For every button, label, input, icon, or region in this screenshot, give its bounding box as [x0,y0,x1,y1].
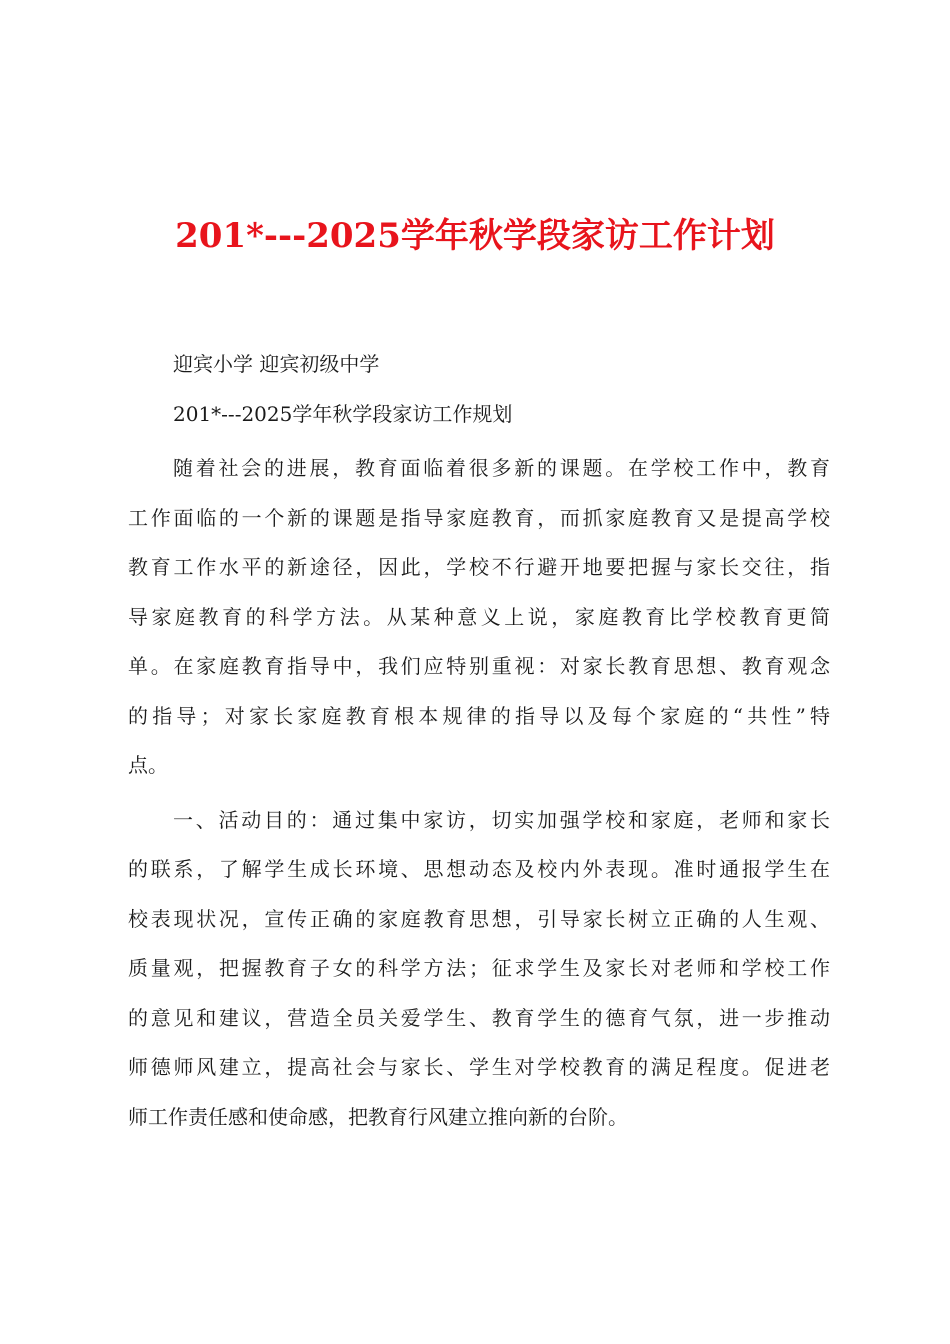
paragraph-line: 质量观，把握教育子女的科学方法；征求学生及家长对老师和学校工作 [128,956,830,980]
intro-paragraph [128,444,830,791]
paragraph-line: 导家庭教育的科学方法。从某种意义上说，家庭教育比学校教育更简 [128,604,830,629]
document-body [128,340,830,1142]
paragraph-line: 校表现状况，宣传正确的家庭教育思想，引导家长树立正确的人生观、 [128,906,830,931]
paragraph-line: 的意见和建议，营造全员关爱学生、教育学生的德育气氛，进一步推动 [128,1005,830,1030]
paragraph-line: 师工作责任感和使命感，把教育行风建立推向新的台阶。 [128,1104,628,1129]
paragraph-line: 点。 [128,753,168,777]
paragraph-line: 教育工作水平的新途径，因此，学校不行避开地要把握与家长交往，指 [128,555,830,579]
document-title: 201*---2025学年秋学段家访工作计划 [175,216,775,256]
subtitle-line: 201*---2025学年秋学段家访工作规划 [173,401,513,426]
paragraph-line: 单。在家庭教育指导中，我们应特别重视：对家长教育思想、教育观念 [128,654,830,678]
paragraph-line: 随着社会的进展，教育面临着很多新的课题。在学校工作中，教育 [173,456,830,480]
section-1-paragraph [128,796,830,1143]
paragraph-line: 师德师风建立，提高社会与家长、学生对学校教育的满足程度。促进老 [128,1055,830,1079]
paragraph-line: 的指导；对家长家庭教育根本规律的指导以及每个家庭的“共性”特 [128,703,830,728]
school-line: 迎宾小学 迎宾初级中学 [173,352,380,376]
paragraph-line: 工作面临的一个新的课题是指导家庭教育，而抓家庭教育又是提高学校 [128,505,830,530]
paragraph-line: 的联系，了解学生成长环境、思想动态及校内外表现。准时通报学生在 [128,857,830,881]
paragraph-line: 一、活动目的：通过集中家访，切实加强学校和家庭，老师和家长 [173,807,830,832]
